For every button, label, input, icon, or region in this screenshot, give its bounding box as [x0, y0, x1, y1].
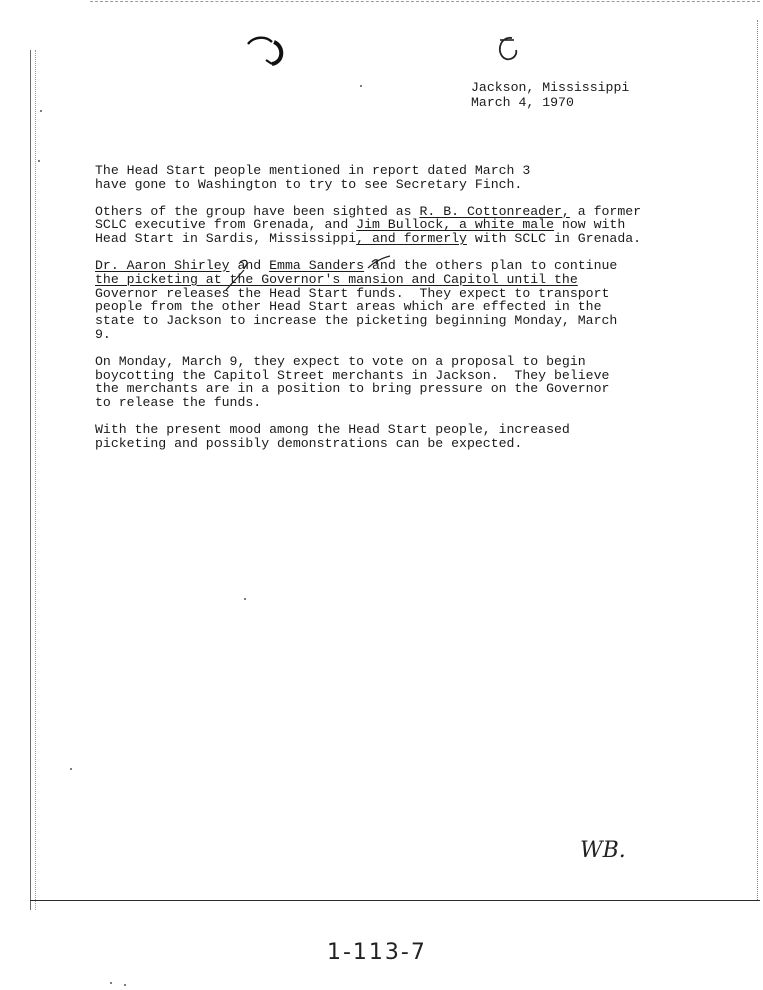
scan-speck — [124, 984, 126, 986]
file-serial-number: 1-113-7 — [327, 940, 427, 965]
text-segment: Others of the group have been sighted as — [95, 203, 420, 219]
paragraph-line: boycotting the Capitol Street merchants in Jackson. They believe — [95, 367, 610, 383]
handwritten-initials: WB. — [580, 838, 626, 863]
underlined-name: Emma Sanders — [269, 257, 365, 273]
paragraph-line: The Head Start people mentioned in report dated March 3 — [95, 163, 531, 178]
scan-speck — [40, 110, 42, 112]
scan-speck — [38, 160, 40, 162]
scan-speck — [110, 982, 112, 984]
paragraph-line: On Monday, March 9, they expect to vote on a proposal to begin — [95, 353, 586, 369]
paragraph-line: state to Jackson to increase the picketing beginning Monday, March — [95, 313, 618, 329]
text-segment: and the others plan to continue — [364, 257, 618, 273]
underlined-name: R. B. Cottonreader, — [419, 203, 570, 219]
text-segment: a former — [569, 203, 642, 219]
text-segment: with SCLC in Grenada. — [466, 231, 642, 247]
underlined-text: , and formerly — [356, 231, 467, 247]
underlined-name: Dr. Aaron Shirley — [95, 257, 230, 273]
paragraph-line: people from the other Head Start areas which are effected in the — [95, 299, 602, 315]
paragraph-line: With the present mood among the Head Start people, increased — [95, 421, 570, 437]
paragraph-line: picketing and possibly demonstrations can be expected. — [95, 435, 523, 451]
text-segment: SCLC executive from Grenada, and — [95, 217, 357, 233]
scan-speck — [360, 85, 362, 87]
header-location: Jackson, Mississippi — [471, 80, 630, 95]
text-segment: now with — [554, 217, 626, 233]
scan-speck — [244, 598, 246, 600]
check-mark-icon — [226, 260, 247, 290]
paragraph-line: to release the funds. — [95, 395, 262, 411]
paragraph-line: the merchants are in a position to bring pressure on the Governor — [95, 381, 610, 397]
underlined-name: Jim Bullock, a white male — [356, 217, 555, 233]
text-segment: Head Start in Sardis, Mississippi — [95, 231, 357, 247]
header-date: March 4, 1970 — [471, 95, 574, 110]
paragraph-line: 9. — [95, 326, 111, 342]
paragraph-line: have gone to Washington to try to see Secretary Finch. — [95, 176, 523, 192]
paragraph-line: Governor releases the Head Start funds. They expect to transport — [95, 285, 610, 301]
check-mark-icon — [368, 256, 390, 268]
scan-speck — [70, 768, 72, 770]
text-segment: and — [229, 257, 270, 273]
paragraph-line: the picketing at the Governor's mansion and Capitol until the — [95, 271, 578, 287]
